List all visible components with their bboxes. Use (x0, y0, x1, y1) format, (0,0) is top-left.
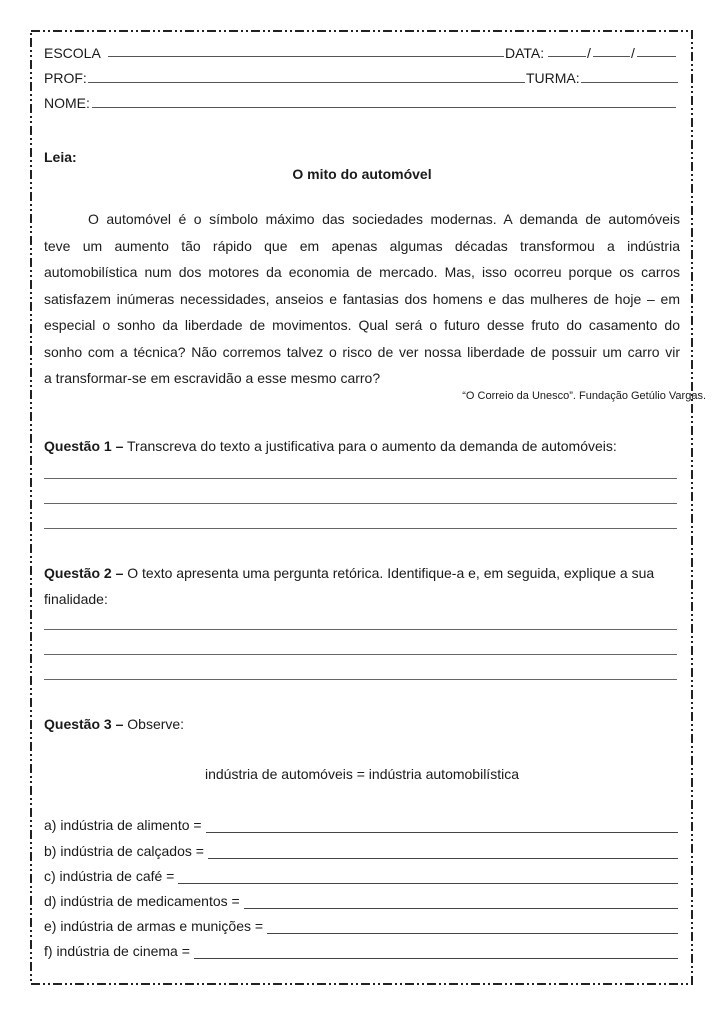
answer-line-q2[interactable] (44, 654, 677, 655)
school-field[interactable] (108, 56, 504, 57)
date-label: DATA: (505, 45, 545, 61)
teacher-field[interactable] (88, 82, 525, 83)
exercise-item-label: d) indústria de medicamentos = (44, 893, 240, 909)
passage-line: a transformar-se em escravidão a esse mesmo carro? (44, 370, 381, 386)
exercise-item-label: e) indústria de armas e munições = (44, 918, 264, 934)
exercise-item-b (44, 841, 678, 859)
exercise-item-f (44, 941, 678, 959)
teacher-label: PROF: (44, 70, 87, 86)
answer-line-q2[interactable] (44, 679, 677, 680)
answer-line-q1[interactable] (44, 528, 677, 529)
passage-line: automobilística num dos motores da economia de mercado. Mas, isso ocorreu porque os carros (44, 264, 680, 280)
question-1-text: Transcreva do texto a justificativa para o aumento da demanda de automóveis: (123, 438, 617, 454)
exercise-answer-field[interactable] (208, 846, 678, 859)
class-field[interactable] (581, 82, 678, 83)
text-title: O mito do automóvel (292, 166, 432, 182)
reading-instruction: Leia: (44, 149, 77, 165)
name-label: NOME: (44, 95, 90, 111)
exercise-item-a (44, 815, 678, 833)
question-2-text-continued: finalidade: (44, 591, 108, 607)
class-label: TURMA: (526, 70, 580, 86)
question-3-label: Questão 3 – (44, 716, 124, 732)
school-label: ESCOLA (44, 45, 101, 61)
exercise-item-label: f) indústria de cinema = (44, 943, 190, 959)
passage-line: O automóvel é o símbolo máximo das sociedades modernas. A demanda de automóveis (88, 211, 680, 227)
exercise-answer-field[interactable] (178, 871, 678, 884)
name-field[interactable] (92, 107, 676, 108)
exercise-answer-field[interactable] (206, 820, 678, 833)
exercise-answer-field[interactable] (244, 896, 678, 909)
passage-line: teve um aumento tão rápido que em apenas algumas décadas transformou a indústria (44, 237, 680, 254)
source-citation: “O Correio da Unesco”. Fundação Getúlio Vargas. (462, 390, 706, 402)
question-1-label: Questão 1 – (44, 438, 124, 454)
question-2 (44, 565, 654, 581)
question-1 (44, 438, 617, 454)
question-2-label: Questão 2 – (44, 565, 124, 581)
date-year-field[interactable] (637, 56, 676, 57)
answer-line-q1[interactable] (44, 478, 677, 479)
date-separator: / (587, 45, 591, 61)
date-month-field[interactable] (593, 56, 630, 57)
answer-line-q1[interactable] (44, 503, 677, 504)
exercise-item-label: b) indústria de calçados = (44, 843, 204, 859)
question-2-text: O texto apresenta uma pergunta retórica. Identifique-a e, em seguida, explique a sua (123, 565, 655, 581)
exercise-item-d (44, 891, 678, 909)
exercise-answer-field[interactable] (194, 946, 678, 959)
example-equation: indústria de automóveis = indústria automobilística (204, 766, 519, 782)
exercise-item-c (44, 866, 678, 884)
passage-line: especial o sonho da liberdade de movimentos. Qual será o futuro desse fruto do casamento do (44, 317, 680, 333)
answer-line-q2[interactable] (44, 629, 677, 630)
date-day-field[interactable] (548, 56, 586, 57)
passage-line: satisfazem inúmeras necessidades, anseios e fantasias dos homens e das mulheres de hoje – em (44, 290, 680, 307)
exercise-answer-field[interactable] (267, 921, 678, 934)
exercise-item-e (44, 916, 678, 934)
exercise-item-label: a) indústria de alimento = (44, 817, 202, 833)
reading-passage (44, 206, 680, 392)
date-separator: / (631, 45, 635, 61)
passage-line: sonho com a técnica? Não corremos talvez o risco de ver nossa liberdade de possuir um carro vir (44, 343, 680, 360)
question-3 (44, 716, 184, 732)
question-3-text: Observe: (123, 716, 185, 732)
exercise-item-label: c) indústria de café = (44, 868, 175, 884)
